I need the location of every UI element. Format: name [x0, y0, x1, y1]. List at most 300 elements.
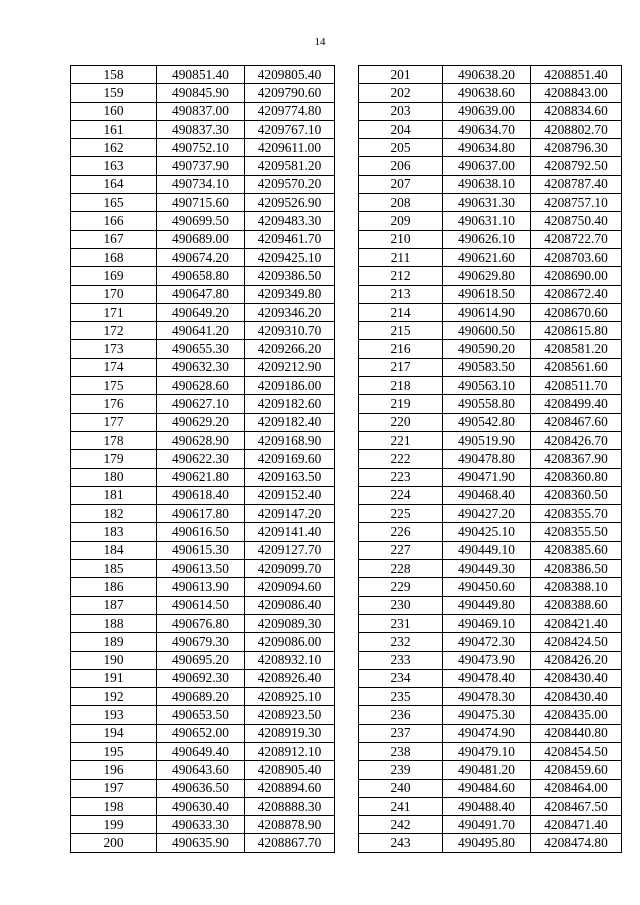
table-row	[71, 377, 335, 395]
table-row	[359, 450, 622, 468]
x-coordinate-cell: 490600.50	[443, 322, 531, 340]
y-coordinate-cell: 4208471.40	[531, 816, 622, 834]
x-coordinate-cell: 490474.90	[443, 724, 531, 742]
point-number-cell: 229	[359, 578, 443, 596]
table-row	[71, 157, 335, 175]
point-number-cell: 227	[359, 541, 443, 559]
table-row	[71, 541, 335, 559]
y-coordinate-cell: 4209152.40	[245, 486, 335, 504]
point-number-cell: 201	[359, 66, 443, 84]
y-coordinate-cell: 4209581.20	[245, 157, 335, 175]
y-coordinate-cell: 4208905.40	[245, 761, 335, 779]
point-number-cell: 184	[71, 541, 157, 559]
point-number-cell: 181	[71, 486, 157, 504]
table-row	[71, 742, 335, 760]
y-coordinate-cell: 4208670.60	[531, 303, 622, 321]
y-coordinate-cell: 4209611.00	[245, 139, 335, 157]
table-row	[71, 761, 335, 779]
x-coordinate-cell: 490631.30	[443, 194, 531, 212]
table-row	[71, 706, 335, 724]
x-coordinate-cell: 490641.20	[157, 322, 245, 340]
x-coordinate-cell: 490618.50	[443, 285, 531, 303]
x-coordinate-cell: 490837.00	[157, 102, 245, 120]
table-row	[71, 230, 335, 248]
y-coordinate-cell: 4208932.10	[245, 651, 335, 669]
y-coordinate-cell: 4209186.00	[245, 377, 335, 395]
point-number-cell: 159	[71, 84, 157, 102]
y-coordinate-cell: 4209767.10	[245, 120, 335, 138]
table-row	[71, 651, 335, 669]
x-coordinate-cell: 490425.10	[443, 523, 531, 541]
y-coordinate-cell: 4208467.50	[531, 797, 622, 815]
table-row	[71, 614, 335, 632]
point-number-cell: 215	[359, 322, 443, 340]
point-number-cell: 233	[359, 651, 443, 669]
table-row	[359, 742, 622, 760]
table-row	[71, 431, 335, 449]
table-row	[71, 175, 335, 193]
y-coordinate-cell: 4208757.10	[531, 194, 622, 212]
table-row	[359, 505, 622, 523]
table-row	[71, 303, 335, 321]
table-row	[359, 413, 622, 431]
y-coordinate-cell: 4208581.20	[531, 340, 622, 358]
point-number-cell: 212	[359, 267, 443, 285]
table-row	[359, 358, 622, 376]
y-coordinate-cell: 4208802.70	[531, 120, 622, 138]
y-coordinate-cell: 4209086.00	[245, 633, 335, 651]
table-row	[359, 633, 622, 651]
point-number-cell: 219	[359, 395, 443, 413]
table-row	[71, 486, 335, 504]
x-coordinate-cell: 490583.50	[443, 358, 531, 376]
table-row	[71, 395, 335, 413]
table-row	[359, 230, 622, 248]
point-number-cell: 203	[359, 102, 443, 120]
y-coordinate-cell: 4208388.60	[531, 596, 622, 614]
point-number-cell: 204	[359, 120, 443, 138]
y-coordinate-cell: 4209169.60	[245, 450, 335, 468]
x-coordinate-cell: 490616.50	[157, 523, 245, 541]
table-row	[359, 523, 622, 541]
table-row	[359, 541, 622, 559]
point-number-cell: 192	[71, 688, 157, 706]
y-coordinate-cell: 4208867.70	[245, 834, 335, 852]
y-coordinate-cell: 4208843.00	[531, 84, 622, 102]
point-number-cell: 187	[71, 596, 157, 614]
y-coordinate-cell: 4209086.40	[245, 596, 335, 614]
point-number-cell: 237	[359, 724, 443, 742]
point-number-cell: 172	[71, 322, 157, 340]
point-number-cell: 196	[71, 761, 157, 779]
table-row	[359, 285, 622, 303]
point-number-cell: 158	[71, 66, 157, 84]
x-coordinate-cell: 490519.90	[443, 431, 531, 449]
point-number-cell: 188	[71, 614, 157, 632]
table-row	[359, 669, 622, 687]
x-coordinate-cell: 490649.40	[157, 742, 245, 760]
y-coordinate-cell: 4208561.60	[531, 358, 622, 376]
point-number-cell: 170	[71, 285, 157, 303]
x-coordinate-cell: 490699.50	[157, 212, 245, 230]
table-row	[359, 102, 622, 120]
table-row	[71, 688, 335, 706]
x-coordinate-cell: 490563.10	[443, 377, 531, 395]
table-row	[359, 139, 622, 157]
table-row	[71, 139, 335, 157]
x-coordinate-cell: 490449.10	[443, 541, 531, 559]
point-number-cell: 200	[71, 834, 157, 852]
x-coordinate-cell: 490689.20	[157, 688, 245, 706]
x-coordinate-cell: 490639.00	[443, 102, 531, 120]
y-coordinate-cell: 4208467.60	[531, 413, 622, 431]
point-number-cell: 189	[71, 633, 157, 651]
table-row	[71, 102, 335, 120]
point-number-cell: 205	[359, 139, 443, 157]
y-coordinate-cell: 4209461.70	[245, 230, 335, 248]
point-number-cell: 210	[359, 230, 443, 248]
x-coordinate-cell: 490617.80	[157, 505, 245, 523]
point-number-cell: 193	[71, 706, 157, 724]
table-row	[71, 724, 335, 742]
x-coordinate-cell: 490449.80	[443, 596, 531, 614]
y-coordinate-cell: 4208360.80	[531, 468, 622, 486]
point-number-cell: 177	[71, 413, 157, 431]
y-coordinate-cell: 4209570.20	[245, 175, 335, 193]
y-coordinate-cell: 4208499.40	[531, 395, 622, 413]
table-row	[359, 377, 622, 395]
x-coordinate-cell: 490752.10	[157, 139, 245, 157]
x-coordinate-cell: 490629.20	[157, 413, 245, 431]
x-coordinate-cell: 490615.30	[157, 541, 245, 559]
y-coordinate-cell: 4208355.50	[531, 523, 622, 541]
x-coordinate-cell: 490737.90	[157, 157, 245, 175]
x-coordinate-cell: 490449.30	[443, 560, 531, 578]
point-number-cell: 232	[359, 633, 443, 651]
point-number-cell: 225	[359, 505, 443, 523]
point-number-cell: 176	[71, 395, 157, 413]
point-number-cell: 238	[359, 742, 443, 760]
point-number-cell: 182	[71, 505, 157, 523]
y-coordinate-cell: 4208926.40	[245, 669, 335, 687]
y-coordinate-cell: 4208851.40	[531, 66, 622, 84]
point-number-cell: 240	[359, 779, 443, 797]
point-number-cell: 195	[71, 742, 157, 760]
y-coordinate-cell: 4209089.30	[245, 614, 335, 632]
y-coordinate-cell: 4209310.70	[245, 322, 335, 340]
y-coordinate-cell: 4208367.90	[531, 450, 622, 468]
y-coordinate-cell: 4209163.50	[245, 468, 335, 486]
x-coordinate-cell: 490542.80	[443, 413, 531, 431]
table-row	[359, 578, 622, 596]
y-coordinate-cell: 4208430.40	[531, 688, 622, 706]
point-number-cell: 202	[359, 84, 443, 102]
y-coordinate-cell: 4208430.40	[531, 669, 622, 687]
y-coordinate-cell: 4209805.40	[245, 66, 335, 84]
point-number-cell: 236	[359, 706, 443, 724]
table-row	[71, 120, 335, 138]
y-coordinate-cell: 4208440.80	[531, 724, 622, 742]
y-coordinate-cell: 4209483.30	[245, 212, 335, 230]
point-number-cell: 223	[359, 468, 443, 486]
table-row	[359, 395, 622, 413]
point-number-cell: 194	[71, 724, 157, 742]
x-coordinate-cell: 490488.40	[443, 797, 531, 815]
y-coordinate-cell: 4209099.70	[245, 560, 335, 578]
point-number-cell: 191	[71, 669, 157, 687]
y-coordinate-cell: 4209127.70	[245, 541, 335, 559]
y-coordinate-cell: 4208355.70	[531, 505, 622, 523]
x-coordinate-cell: 490637.00	[443, 157, 531, 175]
x-coordinate-cell: 490613.90	[157, 578, 245, 596]
table-row	[359, 157, 622, 175]
x-coordinate-cell: 490652.00	[157, 724, 245, 742]
y-coordinate-cell: 4209774.80	[245, 102, 335, 120]
table-row	[71, 413, 335, 431]
y-coordinate-cell: 4209147.20	[245, 505, 335, 523]
x-coordinate-cell: 490631.10	[443, 212, 531, 230]
point-number-cell: 169	[71, 267, 157, 285]
y-coordinate-cell: 4209349.80	[245, 285, 335, 303]
y-coordinate-cell: 4208454.50	[531, 742, 622, 760]
point-number-cell: 199	[71, 816, 157, 834]
y-coordinate-cell: 4209266.20	[245, 340, 335, 358]
point-number-cell: 234	[359, 669, 443, 687]
point-number-cell: 160	[71, 102, 157, 120]
x-coordinate-cell: 490629.80	[443, 267, 531, 285]
x-coordinate-cell: 490427.20	[443, 505, 531, 523]
x-coordinate-cell: 490674.20	[157, 248, 245, 266]
table-row	[359, 688, 622, 706]
table-row	[71, 285, 335, 303]
table-row	[359, 431, 622, 449]
y-coordinate-cell: 4208426.70	[531, 431, 622, 449]
y-coordinate-cell: 4209386.50	[245, 267, 335, 285]
x-coordinate-cell: 490851.40	[157, 66, 245, 84]
x-coordinate-cell: 490613.50	[157, 560, 245, 578]
table-row	[71, 340, 335, 358]
y-coordinate-cell: 4208787.40	[531, 175, 622, 193]
y-coordinate-cell: 4208894.60	[245, 779, 335, 797]
x-coordinate-cell: 490450.60	[443, 578, 531, 596]
table-row	[359, 468, 622, 486]
y-coordinate-cell: 4209094.60	[245, 578, 335, 596]
point-number-cell: 175	[71, 377, 157, 395]
x-coordinate-cell: 490653.50	[157, 706, 245, 724]
table-row	[359, 614, 622, 632]
table-row	[71, 322, 335, 340]
point-number-cell: 168	[71, 248, 157, 266]
table-row	[359, 779, 622, 797]
table-row	[71, 450, 335, 468]
y-coordinate-cell: 4208474.80	[531, 834, 622, 852]
table-row	[359, 797, 622, 815]
x-coordinate-cell: 490689.00	[157, 230, 245, 248]
x-coordinate-cell: 490626.10	[443, 230, 531, 248]
x-coordinate-cell: 490614.50	[157, 596, 245, 614]
point-number-cell: 211	[359, 248, 443, 266]
point-number-cell: 166	[71, 212, 157, 230]
y-coordinate-cell: 4208459.60	[531, 761, 622, 779]
x-coordinate-cell: 490715.60	[157, 194, 245, 212]
point-number-cell: 235	[359, 688, 443, 706]
x-coordinate-cell: 490479.10	[443, 742, 531, 760]
x-coordinate-cell: 490621.60	[443, 248, 531, 266]
x-coordinate-cell: 490734.10	[157, 175, 245, 193]
point-number-cell: 242	[359, 816, 443, 834]
table-row	[71, 84, 335, 102]
point-number-cell: 206	[359, 157, 443, 175]
table-row	[71, 596, 335, 614]
table-row	[359, 596, 622, 614]
table-row	[71, 834, 335, 852]
table-row	[71, 779, 335, 797]
table-row	[71, 816, 335, 834]
table-row	[359, 84, 622, 102]
point-number-cell: 186	[71, 578, 157, 596]
y-coordinate-cell: 4208615.80	[531, 322, 622, 340]
point-number-cell: 208	[359, 194, 443, 212]
x-coordinate-cell: 490692.30	[157, 669, 245, 687]
x-coordinate-cell: 490632.30	[157, 358, 245, 376]
point-number-cell: 164	[71, 175, 157, 193]
point-number-cell: 173	[71, 340, 157, 358]
y-coordinate-cell: 4208690.00	[531, 267, 622, 285]
point-number-cell: 162	[71, 139, 157, 157]
y-coordinate-cell: 4208792.50	[531, 157, 622, 175]
y-coordinate-cell: 4209526.90	[245, 194, 335, 212]
y-coordinate-cell: 4208464.00	[531, 779, 622, 797]
table-row	[359, 175, 622, 193]
point-number-cell: 239	[359, 761, 443, 779]
y-coordinate-cell: 4208878.90	[245, 816, 335, 834]
x-coordinate-cell: 490634.70	[443, 120, 531, 138]
y-coordinate-cell: 4208385.60	[531, 541, 622, 559]
y-coordinate-cell: 4208703.60	[531, 248, 622, 266]
table-row	[71, 267, 335, 285]
page-number: 14	[314, 36, 326, 48]
point-number-cell: 179	[71, 450, 157, 468]
point-number-cell: 167	[71, 230, 157, 248]
y-coordinate-cell: 4209182.60	[245, 395, 335, 413]
table-row	[359, 120, 622, 138]
y-coordinate-cell: 4208388.10	[531, 578, 622, 596]
y-coordinate-cell: 4209168.90	[245, 431, 335, 449]
table-row	[71, 669, 335, 687]
x-coordinate-cell: 490647.80	[157, 285, 245, 303]
x-coordinate-cell: 490633.30	[157, 816, 245, 834]
x-coordinate-cell: 490630.40	[157, 797, 245, 815]
x-coordinate-cell: 490618.40	[157, 486, 245, 504]
table-row	[359, 212, 622, 230]
table-row	[359, 322, 622, 340]
point-number-cell: 183	[71, 523, 157, 541]
x-coordinate-cell: 490484.60	[443, 779, 531, 797]
table-row	[71, 358, 335, 376]
x-coordinate-cell: 490676.80	[157, 614, 245, 632]
point-number-cell: 207	[359, 175, 443, 193]
x-coordinate-cell: 490627.10	[157, 395, 245, 413]
table-row	[359, 706, 622, 724]
y-coordinate-cell: 4208834.60	[531, 102, 622, 120]
y-coordinate-cell: 4208925.10	[245, 688, 335, 706]
point-number-cell: 178	[71, 431, 157, 449]
table-row	[71, 505, 335, 523]
table-row	[71, 66, 335, 84]
x-coordinate-cell: 490475.30	[443, 706, 531, 724]
table-row	[71, 212, 335, 230]
x-coordinate-cell: 490558.80	[443, 395, 531, 413]
y-coordinate-cell: 4208750.40	[531, 212, 622, 230]
y-coordinate-cell: 4208919.30	[245, 724, 335, 742]
x-coordinate-cell: 490478.80	[443, 450, 531, 468]
y-coordinate-cell: 4209425.10	[245, 248, 335, 266]
x-coordinate-cell: 490679.30	[157, 633, 245, 651]
table-row	[359, 761, 622, 779]
x-coordinate-cell: 490845.90	[157, 84, 245, 102]
point-number-cell: 228	[359, 560, 443, 578]
table-row	[359, 486, 622, 504]
y-coordinate-cell: 4208360.50	[531, 486, 622, 504]
x-coordinate-cell: 490622.30	[157, 450, 245, 468]
x-coordinate-cell: 490478.30	[443, 688, 531, 706]
x-coordinate-cell: 490649.20	[157, 303, 245, 321]
table-row	[71, 797, 335, 815]
table-row	[359, 194, 622, 212]
point-number-cell: 161	[71, 120, 157, 138]
y-coordinate-cell: 4208386.50	[531, 560, 622, 578]
point-number-cell: 171	[71, 303, 157, 321]
x-coordinate-cell: 490635.90	[157, 834, 245, 852]
point-number-cell: 213	[359, 285, 443, 303]
x-coordinate-cell: 490491.70	[443, 816, 531, 834]
y-coordinate-cell: 4208424.50	[531, 633, 622, 651]
point-number-cell: 163	[71, 157, 157, 175]
table-row	[71, 578, 335, 596]
y-coordinate-cell: 4208511.70	[531, 377, 622, 395]
y-coordinate-cell: 4209182.40	[245, 413, 335, 431]
point-number-cell: 231	[359, 614, 443, 632]
x-coordinate-cell: 490468.40	[443, 486, 531, 504]
point-number-cell: 224	[359, 486, 443, 504]
table-row	[359, 834, 622, 852]
table-row	[71, 248, 335, 266]
point-number-cell: 197	[71, 779, 157, 797]
point-number-cell: 222	[359, 450, 443, 468]
point-number-cell: 241	[359, 797, 443, 815]
x-coordinate-cell: 490495.80	[443, 834, 531, 852]
x-coordinate-cell: 490628.60	[157, 377, 245, 395]
table-row	[359, 560, 622, 578]
table-row	[71, 633, 335, 651]
y-coordinate-cell: 4208435.00	[531, 706, 622, 724]
table-row	[71, 523, 335, 541]
x-coordinate-cell: 490837.30	[157, 120, 245, 138]
y-coordinate-cell: 4208426.20	[531, 651, 622, 669]
point-number-cell: 214	[359, 303, 443, 321]
y-coordinate-cell: 4209346.20	[245, 303, 335, 321]
x-coordinate-cell: 490471.90	[443, 468, 531, 486]
y-coordinate-cell: 4208722.70	[531, 230, 622, 248]
point-number-cell: 198	[71, 797, 157, 815]
x-coordinate-cell: 490655.30	[157, 340, 245, 358]
x-coordinate-cell: 490628.90	[157, 431, 245, 449]
x-coordinate-cell: 490469.10	[443, 614, 531, 632]
x-coordinate-cell: 490614.90	[443, 303, 531, 321]
table-row	[359, 267, 622, 285]
point-number-cell: 217	[359, 358, 443, 376]
x-coordinate-cell: 490634.80	[443, 139, 531, 157]
